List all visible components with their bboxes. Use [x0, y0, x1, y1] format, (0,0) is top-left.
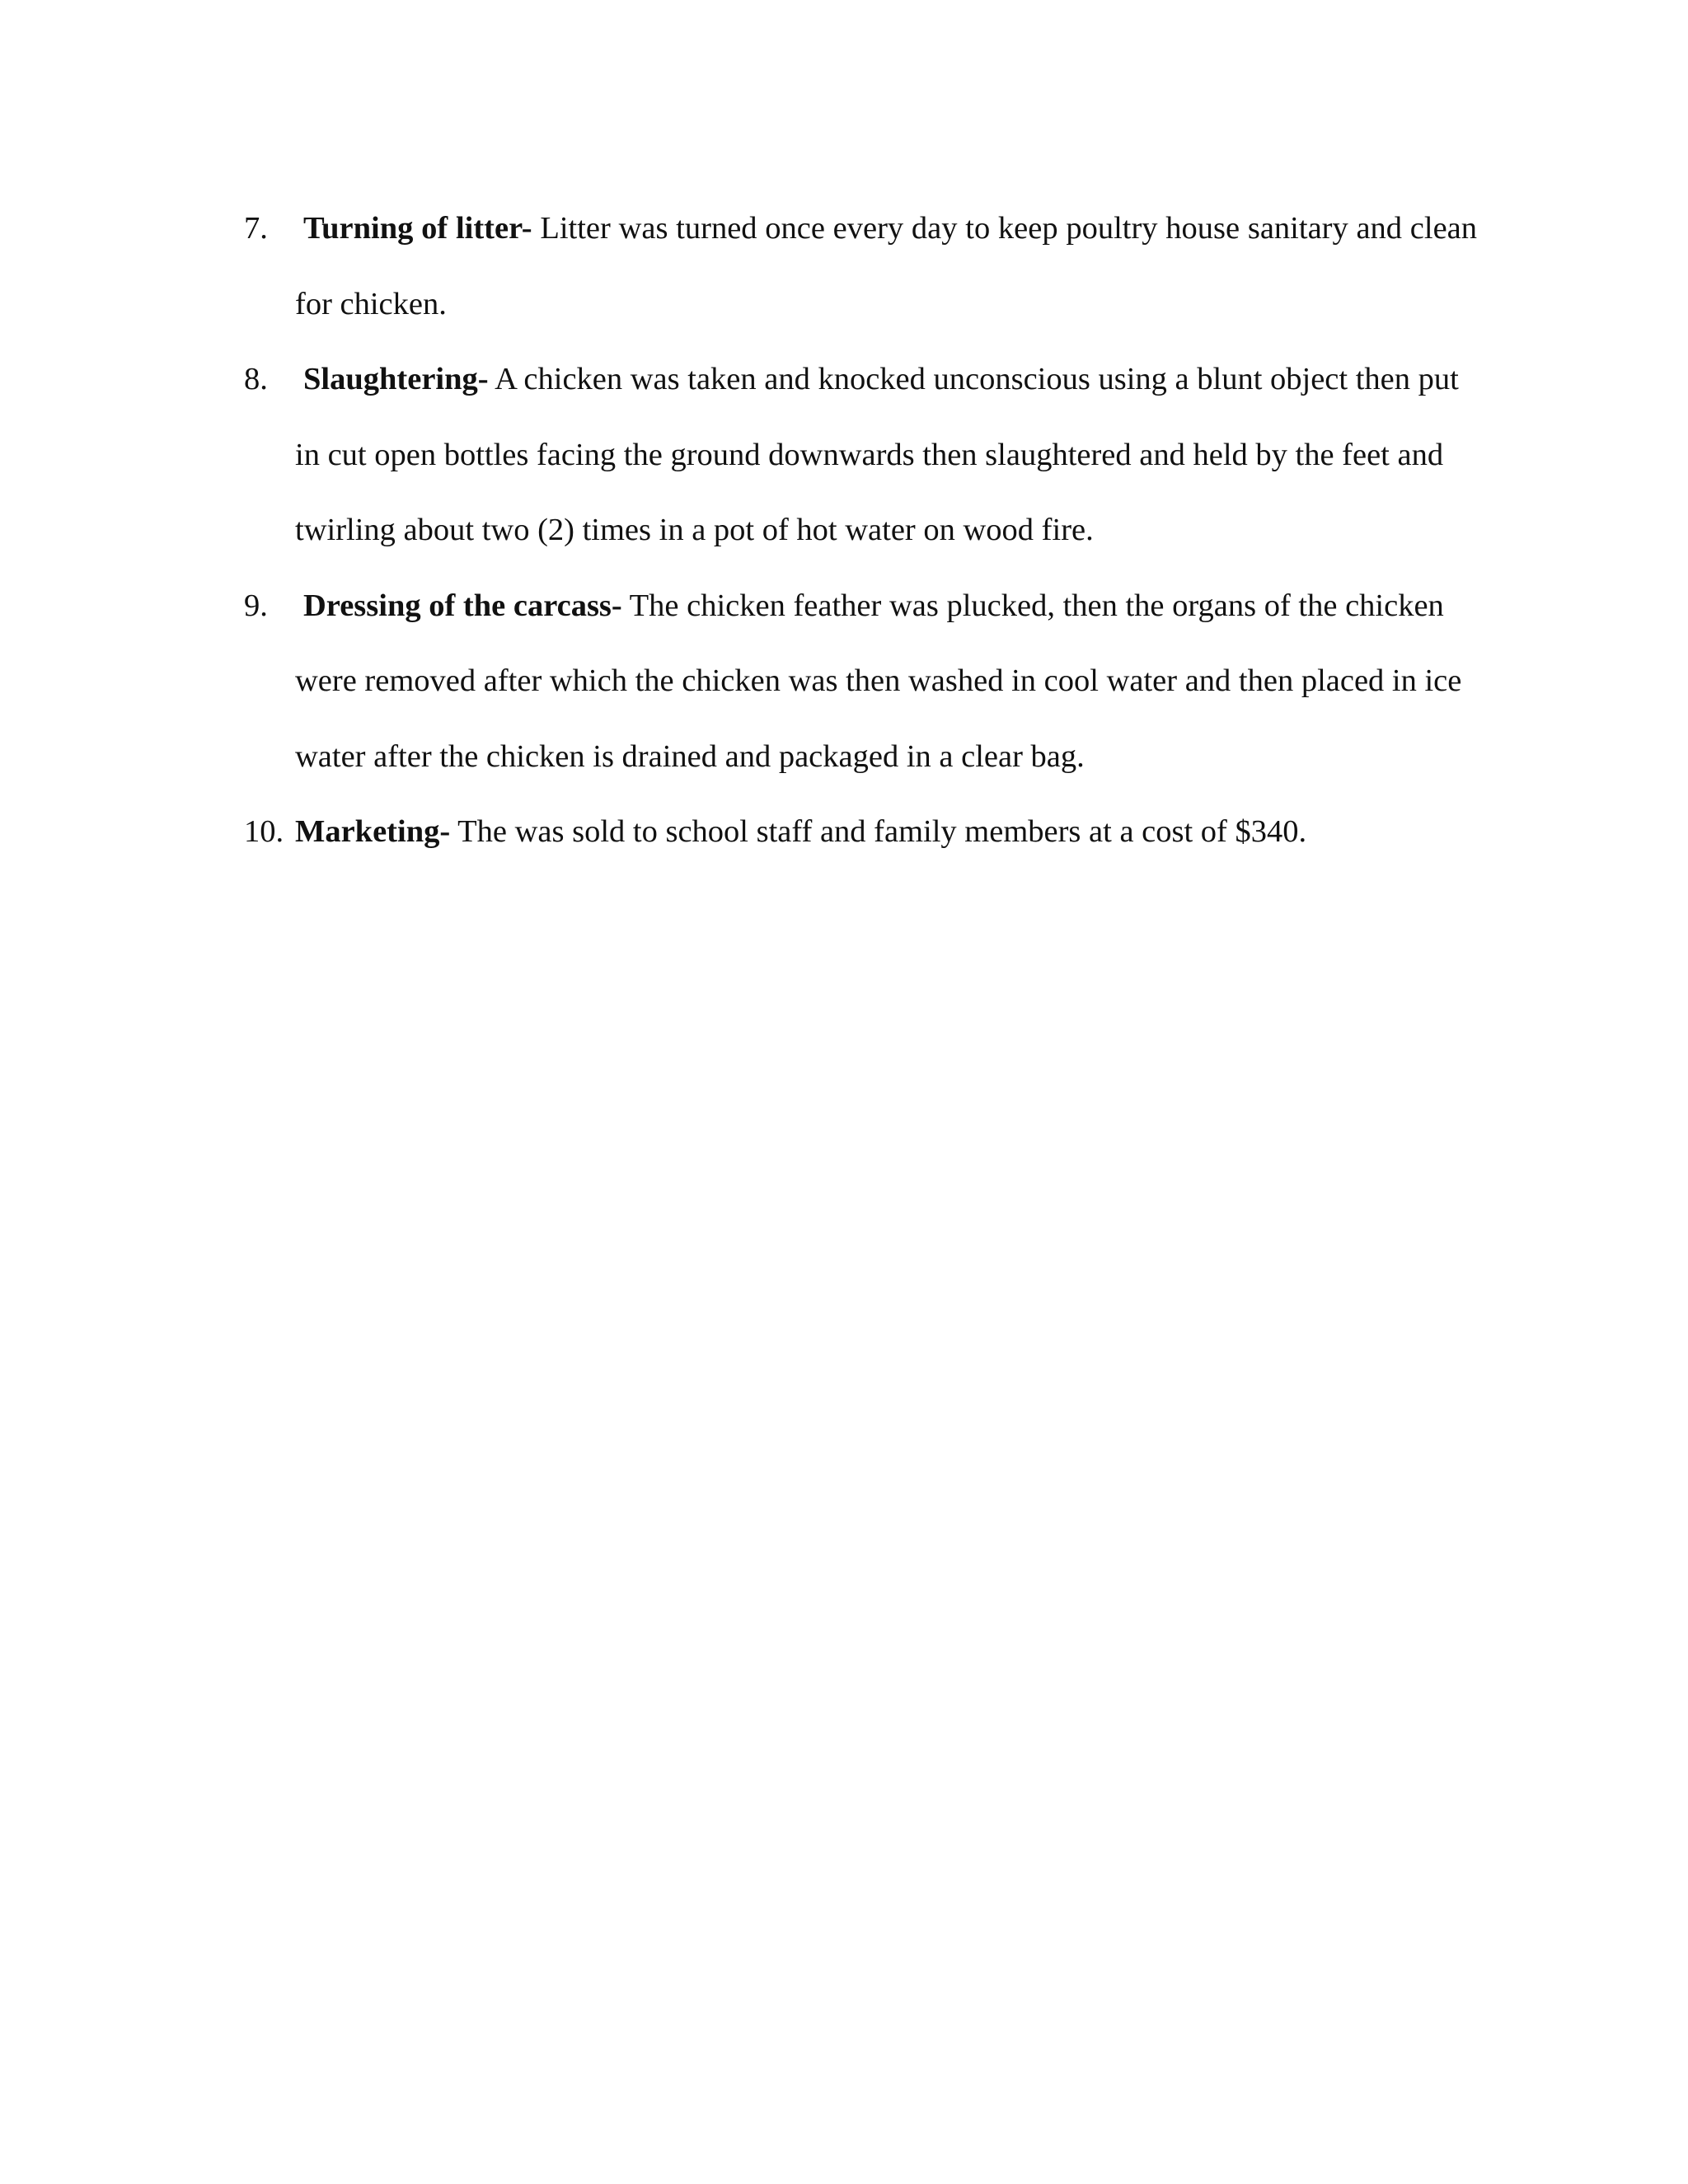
item-number: 10.	[244, 814, 284, 849]
item-text: Litter was turned once every day to keep poultry house sanitary and clean for chicken.	[295, 211, 1478, 321]
item-term: Dressing of the carcass-	[303, 588, 622, 623]
item-term: Turning of litter-	[303, 211, 532, 246]
item-text: A chicken was taken and knocked unconscious using a blunt object then put in cut open bottles facing the ground downwards then slaughtered and held by the feet and twirling about two (2) times in a pot of hot water on wood fire.	[295, 362, 1459, 547]
item-term: Slaughtering-	[303, 362, 489, 396]
item-number: 9.	[244, 588, 268, 623]
list-item	[244, 569, 1490, 795]
item-number: 7.	[244, 211, 268, 246]
item-number: 8.	[244, 362, 268, 396]
list-item	[244, 342, 1490, 569]
item-text: The chicken feather was plucked, then the organs of the chicken were removed after which the chicken was then washed in cool water and then placed in ice water after the chicken is drained and packaged in a clear bag.	[295, 588, 1462, 774]
list-item	[244, 191, 1477, 342]
item-text: The was sold to school staff and family members at a cost of $340.	[450, 814, 1307, 849]
list-item	[244, 794, 1477, 870]
numbered-list	[244, 191, 1477, 870]
item-term: Marketing-	[295, 814, 451, 849]
